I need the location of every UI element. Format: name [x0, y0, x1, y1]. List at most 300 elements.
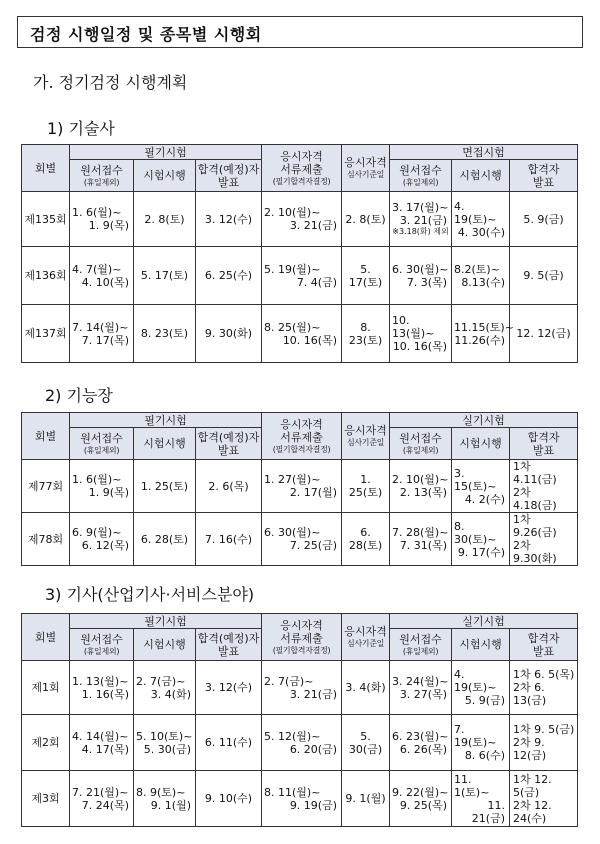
second-exam-cell: [452, 305, 514, 363]
header-docs-line: 서류제출: [280, 631, 323, 645]
written-apply-line: 1. 9(목): [88, 219, 129, 232]
header-second-apply-label-line: 원서접수: [399, 632, 442, 646]
header-written-apply-label-line: 원서접수: [80, 632, 123, 646]
eligibility-basis-cell: [342, 771, 390, 827]
header-basis: [342, 156, 389, 180]
written-apply-line: 6. 12(목): [81, 539, 129, 552]
final-pass-line: 1차 4.11(금): [513, 460, 557, 486]
header-docs-submission: [262, 145, 342, 192]
second-apply-cell: [390, 661, 452, 715]
header-written-apply-label: [70, 633, 133, 657]
final-pass-line: 2차 12. 24(수): [513, 798, 552, 825]
written-apply-line: 7. 17(목): [81, 333, 129, 347]
written-exam-cell: [134, 661, 196, 715]
second-apply-line: 6. 26(목): [399, 742, 448, 756]
header-docs-line: 서류제출: [280, 430, 323, 444]
docs-submission-line: 1. 27(월)~: [264, 473, 321, 486]
header-written-prelim-pass: [196, 160, 262, 192]
round-cell: [22, 771, 70, 827]
header-second-apply: [390, 160, 452, 192]
written-apply-cell: [70, 460, 134, 513]
written-apply-line: 1. 6(월)~: [72, 206, 122, 219]
second-apply-cell: [390, 771, 452, 827]
round-label: 제136회: [24, 269, 67, 282]
header-written-prelim-pass-label-line: 합격(예정)자: [197, 162, 260, 176]
written-exam-cell: [134, 305, 196, 363]
second-apply-line: 9. 25(목): [399, 798, 448, 812]
second-apply: [390, 263, 451, 289]
header-final-pass: [510, 629, 578, 661]
header-second-apply: [390, 629, 452, 661]
header-second-apply-label-line: (휴일제외): [402, 445, 439, 455]
second-exam-cell: [452, 661, 510, 715]
docs-submission-cell: [262, 715, 342, 771]
docs-submission-line: 6. 30(월)~: [264, 526, 321, 539]
docs-submission: [262, 473, 341, 499]
header-basis-line: 응시자격: [344, 424, 387, 437]
header-docs: [262, 418, 341, 455]
second-apply-cell: [390, 247, 452, 305]
docs-submission-cell: [262, 460, 342, 513]
written-apply-line: 7. 21(월)~: [72, 785, 129, 799]
second-apply-line: ※3.18(화) 제외: [392, 227, 449, 236]
header-written-apply-label-line: 원서접수: [80, 431, 123, 445]
written-apply-cell: [70, 192, 134, 247]
second-exam-cell: [452, 247, 510, 305]
final-pass: [510, 460, 577, 512]
header-second-exam-date: [452, 428, 510, 460]
eligibility-basis-date: 6. 28(토): [348, 526, 383, 552]
second-exam-cell: [452, 460, 510, 513]
header-written-exam-date-label: [134, 437, 195, 450]
header-docs-line: 응시자격: [280, 417, 323, 431]
written-prelim-pass-date: 6. 11(수): [204, 736, 253, 749]
written-exam-line: 2. 7(금)~: [136, 674, 186, 688]
header-docs: [262, 619, 341, 656]
written-exam-line: 8. 9(토)~: [136, 785, 186, 799]
final-pass-date: 12. 12(금): [516, 327, 571, 340]
round-label: 제135회: [24, 212, 67, 226]
written-prelim-pass-date: 3. 12(수): [204, 212, 253, 226]
final-pass-line: 2차 9.30(화): [513, 539, 557, 565]
final-pass-line: 2차 4.18(금): [513, 486, 557, 512]
second-apply-line: 9. 22(월)~: [392, 785, 449, 799]
section-heading-professional-engineer: 1) 기술사: [47, 119, 115, 138]
header-written-prelim-pass-label-line: 발표: [217, 175, 240, 189]
final-pass-line: 2차 6. 13(금): [513, 681, 547, 707]
header-second-exam-date: [452, 160, 510, 192]
second-apply-line: 3. 24(월)~: [392, 674, 449, 688]
written-apply-line: 1. 9(목): [88, 486, 129, 499]
header-second-exam-date-label-line: 시험시행: [459, 437, 502, 450]
header-written-exam-date: [134, 160, 196, 192]
header-row-top: [22, 413, 578, 428]
header-written-exam-date-label-line: 시험시행: [143, 638, 186, 651]
second-exam: [452, 263, 509, 289]
docs-submission: [262, 206, 341, 232]
final-pass-cell: [510, 192, 578, 247]
docs-submission-line: 8. 25(월)~: [264, 320, 321, 334]
written-prelim-pass-cell: [196, 192, 262, 247]
written-exam-line: 9. 1(월): [150, 798, 191, 812]
written-prelim-pass-cell: [196, 247, 262, 305]
written-prelim-pass-cell: [196, 305, 262, 363]
docs-submission-cell: [262, 771, 342, 827]
header-basis: [342, 625, 389, 649]
docs-submission-line: 2. 7(금)~: [264, 674, 314, 688]
round-cell: [22, 661, 70, 715]
docs-submission-cell: [262, 513, 342, 566]
docs-submission-line: 3. 21(금): [289, 219, 338, 232]
round-label: 제77회: [27, 479, 64, 493]
header-final-pass-label-line: 발표: [532, 644, 555, 658]
schedule-table-engineer: [21, 613, 578, 827]
header-second-stage-label: 면접시험: [462, 145, 505, 159]
header-round: [22, 145, 70, 192]
docs-submission-line: 7. 4(금): [296, 275, 338, 289]
written-exam-date: 8. 23(토): [140, 327, 189, 340]
round-label: 제2회: [31, 736, 60, 749]
second-apply-line: 10. 16(목): [392, 340, 448, 353]
second-apply-cell: [390, 715, 452, 771]
second-exam-line: 11.26(수): [454, 333, 506, 347]
written-prelim-pass-cell: [196, 715, 262, 771]
eligibility-basis-cell: [342, 305, 390, 363]
written-apply-line: 1. 13(월)~: [72, 674, 129, 688]
header-final-pass-label: [510, 632, 577, 658]
header-written-prelim-pass-label: [196, 431, 261, 457]
header-docs-submission: [262, 413, 342, 460]
second-apply-line: 2. 13(목): [399, 486, 448, 499]
header-docs-line: (필기합격자결정): [272, 444, 331, 454]
docs-submission-line: 5. 12(월)~: [264, 729, 321, 743]
header-second-exam-date: [452, 629, 510, 661]
header-written-label: 필기시험: [144, 145, 187, 159]
header-written-prelim-pass-label-line: 발표: [217, 443, 240, 457]
second-apply-cell: [390, 305, 452, 363]
eligibility-basis-cell: [342, 715, 390, 771]
written-apply-cell: [70, 513, 134, 566]
written-apply: [70, 206, 133, 232]
eligibility-basis-cell: [342, 460, 390, 513]
header-second-apply-label-line: 원서접수: [399, 431, 442, 445]
document-title: 검정 시행일정 및 종목별 시행회: [30, 25, 262, 44]
header-second-exam-date-label: [452, 437, 509, 450]
second-apply-line: 7. 28(월)~: [392, 526, 449, 539]
written-apply-line: 7. 24(목): [81, 798, 129, 812]
header-interview-exam: [390, 145, 578, 160]
eligibility-basis-date: 9. 1(월): [345, 792, 386, 805]
header-written-prelim-pass-label: [196, 632, 261, 658]
second-exam-cell: [452, 513, 510, 566]
header-second-exam-date-label: [452, 638, 509, 651]
second-apply: [390, 786, 451, 812]
section-heading-master-craftsman: 2) 기능장: [45, 386, 113, 405]
round-label: 제78회: [27, 532, 64, 546]
header-second-exam-date-label: [452, 169, 509, 182]
second-apply: [390, 526, 451, 552]
table-row: [22, 661, 578, 715]
final-pass-date: 9. 5(금): [523, 269, 564, 282]
written-apply-line: 1. 6(월)~: [72, 473, 122, 486]
second-exam: [452, 668, 509, 707]
second-apply-line: 3. 17(월)~: [392, 201, 449, 214]
round-cell: [22, 247, 70, 305]
header-practical-exam: [390, 413, 578, 428]
written-exam-cell: [134, 513, 196, 566]
second-exam-line: 4. 2(수): [464, 492, 506, 506]
second-apply: [390, 314, 451, 353]
table-row: [22, 192, 578, 247]
written-apply: [70, 730, 133, 756]
second-exam-line: 8.13(수): [461, 275, 506, 289]
second-exam-line: 5. 9(금): [464, 694, 506, 707]
header-written-prelim-pass: [196, 629, 262, 661]
written-exam-cell: [134, 192, 196, 247]
header-final-pass-label-line: 발표: [532, 175, 555, 189]
second-exam-line: 3. 15(토)~: [454, 466, 497, 493]
header-row-top: [22, 614, 578, 629]
written-exam: [134, 675, 195, 701]
header-final-pass-label: [510, 163, 577, 189]
header-practical-exam: [390, 614, 578, 629]
written-exam-cell: [134, 460, 196, 513]
second-exam-line: 11. 21(금): [471, 798, 506, 825]
written-exam: [134, 786, 195, 812]
header-written-apply-label: [70, 164, 133, 188]
written-prelim-pass-cell: [196, 661, 262, 715]
header-second-apply-label: [390, 633, 451, 657]
header-second-stage-label: 실기시험: [462, 614, 505, 628]
second-exam-line: 4. 19(토)~: [454, 668, 497, 694]
written-apply-line: 6. 9(월)~: [72, 526, 122, 539]
second-exam-line: 11. 1(토)~: [454, 772, 490, 799]
second-exam-cell: [452, 715, 510, 771]
header-second-apply-label: [390, 164, 451, 188]
written-exam-line: 3. 4(화): [150, 687, 191, 701]
final-pass-line: 1차 9.26(금): [513, 513, 557, 539]
round-label: 제1회: [31, 681, 60, 694]
header-basis: [342, 424, 389, 448]
second-exam: [452, 467, 509, 506]
header-final-pass-label: [510, 431, 577, 457]
written-prelim-pass-date: 7. 16(수): [204, 532, 253, 546]
header-written-exam: [70, 413, 262, 428]
section-main-heading: 가. 정기검정 시행계획: [33, 73, 188, 92]
header-written-exam-date-label: [134, 638, 195, 651]
eligibility-basis-date: 8. 23(토): [348, 320, 383, 347]
second-apply-line: 2. 10(월)~: [392, 473, 449, 486]
written-prelim-pass-date: 2. 6(목): [208, 479, 249, 493]
final-pass-cell: [510, 661, 578, 715]
docs-submission: [262, 263, 341, 289]
second-apply-cell: [390, 192, 452, 247]
eligibility-basis-cell: [342, 661, 390, 715]
header-written-exam-date-label-line: 시험시행: [143, 169, 186, 182]
header-basis-line: 응시자격: [344, 625, 387, 638]
final-pass-line: 1차 6. 5(목): [513, 668, 575, 681]
header-docs-submission: [262, 614, 342, 661]
docs-submission-line: 2. 10(월)~: [264, 206, 321, 219]
final-pass-cell: [510, 771, 578, 827]
header-second-stage-label: 실기시험: [462, 413, 505, 427]
written-exam-date: 6. 28(토): [140, 532, 189, 546]
header-written-prelim-pass-label-line: 합격(예정)자: [197, 430, 260, 444]
schedule-table-master-craftsman: [21, 412, 578, 566]
header-final-pass-label-line: 합격자: [527, 631, 560, 645]
header-docs-line: (필기합격자결정): [272, 176, 331, 186]
written-exam-line: 5. 30(금): [143, 742, 191, 756]
final-pass-line: 1차 9. 5(금): [513, 723, 575, 736]
docs-submission-cell: [262, 192, 342, 247]
final-pass-line: 2차 9. 12(금): [513, 736, 547, 762]
written-apply-cell: [70, 247, 134, 305]
docs-submission-line: 3. 21(금): [289, 687, 338, 701]
second-apply: [390, 730, 451, 756]
eligibility-basis-date: 5. 30(금): [348, 729, 383, 756]
header-written-apply-label-line: (휴일제외): [83, 445, 120, 455]
second-exam-line: 4. 19(토)~: [454, 199, 497, 226]
written-apply: [70, 473, 133, 499]
written-apply: [70, 263, 133, 289]
header-docs-line: 응시자격: [280, 149, 323, 163]
docs-submission-cell: [262, 661, 342, 715]
table-row: [22, 460, 578, 513]
round-cell: [22, 305, 70, 363]
header-second-apply-label-line: 원서접수: [399, 163, 442, 177]
header-round: [22, 614, 70, 661]
header-round-label: 회별: [34, 429, 57, 443]
header-written-apply: [70, 629, 134, 661]
written-exam-date: 5. 17(토): [140, 269, 189, 282]
written-exam-cell: [134, 771, 196, 827]
docs-submission-line: 6. 20(금): [289, 742, 338, 756]
written-prelim-pass-date: 9. 30(화): [204, 327, 253, 340]
docs-submission: [262, 675, 341, 701]
header-final-pass: [510, 160, 578, 192]
written-prelim-pass-date: 6. 25(수): [204, 269, 253, 282]
final-pass: [510, 668, 577, 707]
header-final-pass-label-line: 발표: [532, 443, 555, 457]
written-prelim-pass-date: 9. 10(수): [204, 792, 253, 805]
header-basis-line: 응시자격: [344, 156, 387, 169]
final-pass-cell: [510, 460, 578, 513]
written-prelim-pass-date: 3. 12(수): [204, 681, 253, 694]
header-round: [22, 413, 70, 460]
written-prelim-pass-cell: [196, 460, 262, 513]
second-exam: [452, 723, 509, 762]
final-pass-line: 1차 12. 5(금): [513, 772, 552, 799]
header-second-apply-label-line: (휴일제외): [402, 646, 439, 656]
second-exam-line: 11.15(토)~: [454, 320, 514, 334]
second-exam: [452, 773, 509, 825]
second-apply-line: 10. 13(월)~: [392, 314, 435, 340]
written-apply-cell: [70, 715, 134, 771]
header-written-exam: [70, 145, 262, 160]
header-written-apply-label-line: (휴일제외): [83, 177, 120, 187]
header-docs-line: 서류제출: [280, 162, 323, 176]
written-exam: [134, 730, 195, 756]
written-apply: [70, 675, 133, 701]
written-exam-cell: [134, 247, 196, 305]
header-written-prelim-pass-label-line: 발표: [217, 644, 240, 658]
second-apply: [390, 473, 451, 499]
docs-submission-line: 5. 19(월)~: [264, 262, 321, 276]
eligibility-basis-date: 5. 17(토): [348, 262, 383, 289]
written-exam-date: 1. 25(토): [140, 479, 189, 493]
header-written-exam-date: [134, 629, 196, 661]
docs-submission-line: 8. 11(월)~: [264, 785, 321, 799]
eligibility-basis-date: 1. 25(토): [348, 473, 383, 499]
round-cell: [22, 513, 70, 566]
header-eligibility-basis: [342, 413, 390, 460]
header-docs: [262, 150, 341, 187]
header-written-apply-label: [70, 432, 133, 456]
header-second-exam-date-label-line: 시험시행: [459, 638, 502, 651]
second-apply-cell: [390, 460, 452, 513]
second-apply: [390, 675, 451, 701]
written-apply: [70, 526, 133, 552]
written-apply-line: 4. 17(목): [81, 742, 129, 756]
table-row: [22, 715, 578, 771]
written-apply-line: 4. 10(목): [81, 275, 129, 289]
written-prelim-pass-cell: [196, 771, 262, 827]
written-exam-date: 2. 8(토): [144, 212, 185, 226]
docs-submission: [262, 730, 341, 756]
second-apply-line: 7. 31(목): [399, 539, 448, 552]
section-heading-engineer: 3) 기사(산업기사·서비스분야): [45, 585, 255, 604]
round-cell: [22, 715, 70, 771]
second-exam-cell: [452, 192, 510, 247]
final-pass: [510, 723, 577, 762]
second-exam-line: 8. 30(토)~: [454, 519, 497, 546]
docs-submission: [262, 526, 341, 552]
header-eligibility-basis: [342, 614, 390, 661]
written-apply-line: 1. 16(목): [81, 687, 129, 701]
second-apply-line: 3. 27(목): [399, 687, 448, 701]
header-written-exam-date-label-line: 시험시행: [143, 437, 186, 450]
round-label: 제137회: [24, 327, 67, 340]
second-exam: [452, 320, 514, 347]
table-row: [22, 305, 578, 363]
written-exam-line: 5. 10(토)~: [136, 729, 193, 743]
second-apply: [390, 201, 451, 237]
written-apply-line: 4. 7(월)~: [72, 262, 122, 276]
table-row: [22, 247, 578, 305]
second-apply-cell: [390, 513, 452, 566]
second-apply-line: 3. 21(금): [399, 214, 448, 227]
second-exam-line: 7. 19(토)~: [454, 723, 497, 749]
final-pass: [510, 773, 577, 825]
eligibility-basis-cell: [342, 513, 390, 566]
written-apply-cell: [70, 305, 134, 363]
written-apply: [70, 786, 133, 812]
header-written-apply: [70, 428, 134, 460]
header-written-label: 필기시험: [144, 413, 187, 427]
second-apply-line: 6. 23(월)~: [392, 729, 449, 743]
final-pass-date: 5. 9(금): [523, 212, 564, 226]
docs-submission-line: 7. 25(금): [289, 539, 338, 552]
header-docs-line: 응시자격: [280, 618, 323, 632]
header-final-pass: [510, 428, 578, 460]
second-exam-line: 4. 30(수): [457, 225, 506, 239]
header-written-exam-date: [134, 428, 196, 460]
header-written-apply: [70, 160, 134, 192]
header-written-exam-date-label: [134, 169, 195, 182]
round-cell: [22, 460, 70, 513]
final-pass-cell: [510, 247, 578, 305]
final-pass: [510, 513, 577, 565]
